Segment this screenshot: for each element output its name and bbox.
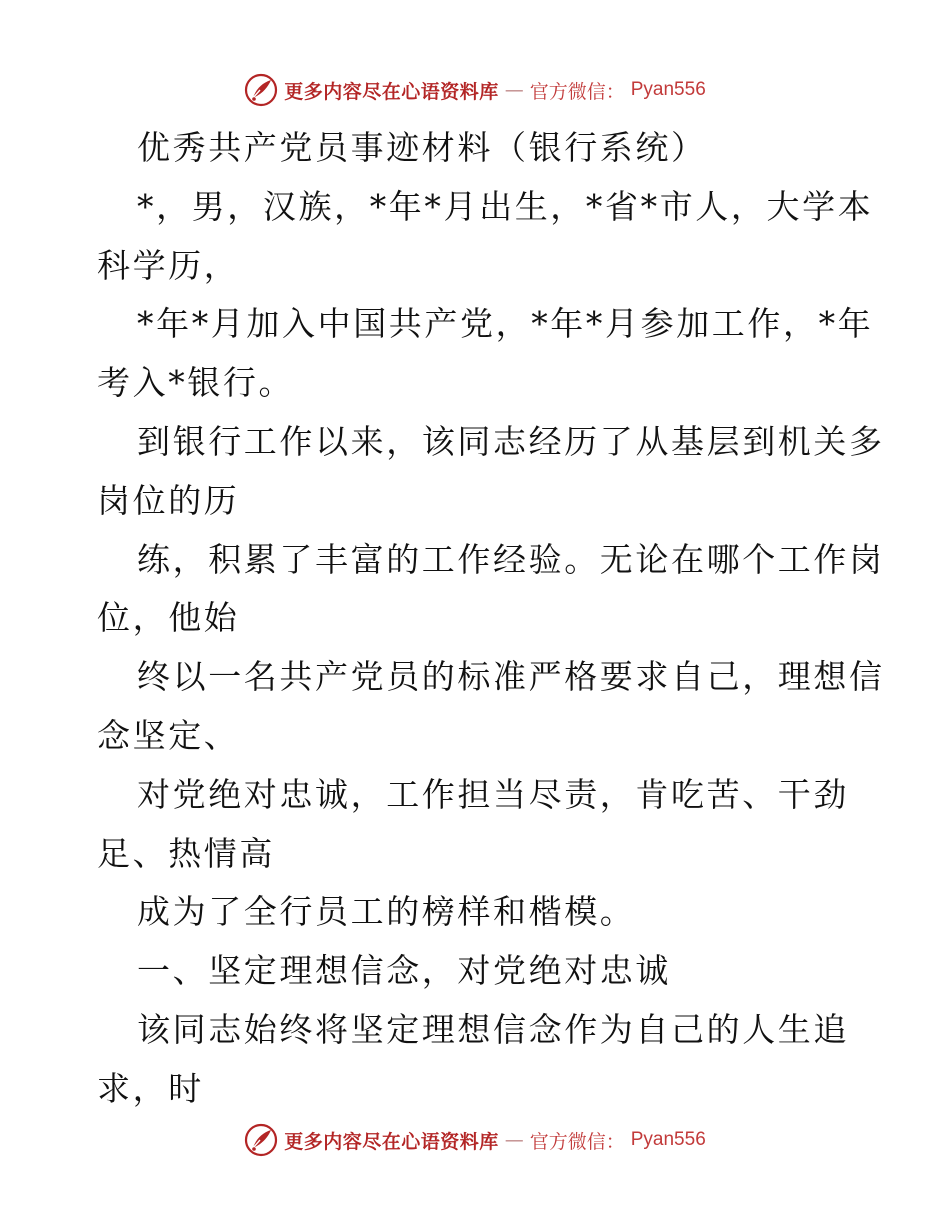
paragraph-line: 位，他始 [97,598,240,638]
paragraph-line: 成为了全行员工的榜样和楷模。 [137,892,636,932]
paragraph-line: 该同志始终将坚定理想信念作为自己的人生追 [137,1009,849,1049]
watermark-text: 更多内容尽在心语资料库 [284,1130,499,1153]
header-watermark [0,70,950,110]
paragraph-line: 对党绝对忠诚，工作担当尽责，肯吃苦、干劲 [137,774,849,814]
paragraph-line: 科学历， [97,245,240,285]
paragraph-line: 练，积累了丰富的工作经验。无论在哪个工作岗 [137,539,885,579]
paragraph-line: *，男，汉族，*年*月出生，*省*市人，大学本 [137,186,874,226]
watermark-separator: — [504,1129,524,1151]
watermark-contact-handle: Pyan556 [630,1129,706,1150]
watermark-contact-handle: Pyan556 [630,79,706,100]
watermark-separator: — [504,79,524,101]
paragraph-line: *年*月加入中国共产党，*年*月参加工作，*年 [137,304,874,344]
feather-pen-logo-icon [244,73,278,107]
paragraph-line: 求，时 [97,1068,204,1108]
paragraph-line: 终以一名共产党员的标准严格要求自己，理想信 [137,657,885,697]
paragraph-line: 念坚定、 [97,715,240,755]
paragraph-line: 到银行工作以来，该同志经历了从基层到机关多 [137,421,885,461]
document-body [97,119,885,1119]
paragraph-line: 足、热情高 [97,833,275,873]
feather-pen-logo-icon [244,1123,278,1157]
watermark-text: 更多内容尽在心语资料库 [284,80,499,103]
paragraph-line: 岗位的历 [97,480,240,520]
footer-watermark [0,1120,950,1160]
paragraph-line: 优秀共产党员事迹材料（银行系统） [137,128,707,167]
paragraph-line: 一、坚定理想信念，对党绝对忠诚 [137,951,671,991]
paragraph-line: 考入*银行。 [97,363,295,403]
watermark-contact-label: 官方微信： [529,1130,625,1153]
watermark-contact-label: 官方微信： [529,80,625,103]
